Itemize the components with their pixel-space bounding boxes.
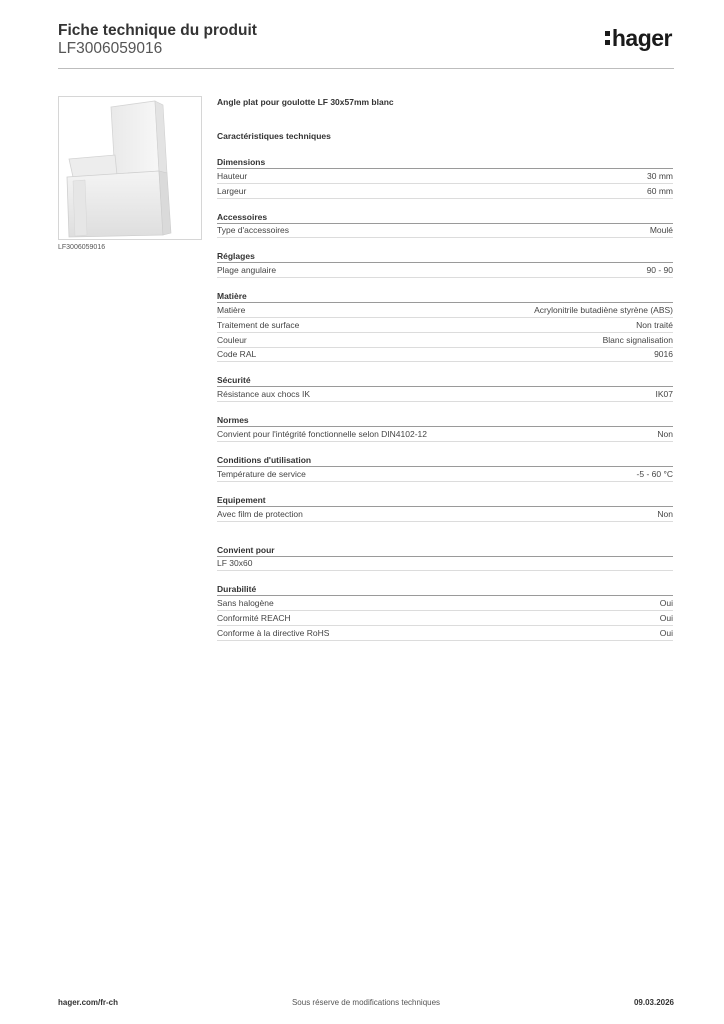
spec-row xyxy=(217,611,673,626)
document-title: Fiche technique du produit xyxy=(58,22,257,39)
spec-value: 90 - 90 xyxy=(646,265,673,276)
spec-label: Avec film de protection xyxy=(217,508,303,519)
spec-section xyxy=(217,583,673,640)
spec-value: Oui xyxy=(659,627,673,638)
spec-value: Moulé xyxy=(649,225,673,236)
spec-section xyxy=(217,250,673,278)
section-title: Sécurité xyxy=(217,374,673,387)
spec-label: Type d'accessoires xyxy=(217,225,290,236)
spec-label: Conformité REACH xyxy=(217,613,291,624)
spec-label: Code RAL xyxy=(217,349,257,360)
spec-row xyxy=(217,333,673,348)
spec-row xyxy=(217,224,673,239)
section-title: Convient pour xyxy=(217,544,673,557)
spec-label: Largeur xyxy=(217,185,247,196)
spec-row xyxy=(217,596,673,611)
image-caption: LF3006059016 xyxy=(58,244,106,251)
spec-row xyxy=(217,507,673,522)
spec-row xyxy=(217,626,673,641)
logo-dots-icon xyxy=(605,31,610,45)
spec-label: Matière xyxy=(217,305,246,316)
spec-row xyxy=(217,318,673,333)
footer-disclaimer: Sous réserve de modifications techniques xyxy=(291,998,441,1007)
spec-label: Conforme à la directive RoHS xyxy=(217,627,330,638)
spec-value: IK07 xyxy=(655,389,673,400)
spec-value: 9016 xyxy=(654,349,673,360)
section-title: Matière xyxy=(217,290,673,303)
spec-row xyxy=(217,427,673,442)
spec-label: Sans halogène xyxy=(217,598,274,609)
document-header xyxy=(58,22,674,69)
spec-label: Traitement de surface xyxy=(217,319,300,330)
spec-label: Température de service xyxy=(217,468,306,479)
section-title: Conditions d'utilisation xyxy=(217,454,673,467)
spec-label: Convient pour l'intégrité fonctionnelle selon DIN4102-12 xyxy=(217,429,428,440)
spec-value: -5 - 60 °C xyxy=(636,468,673,479)
spec-section xyxy=(217,544,673,572)
spec-label: Résistance aux chocs IK xyxy=(217,389,311,400)
section-title: Equipement xyxy=(217,494,673,507)
product-photo-flat-angle-icon xyxy=(59,97,201,239)
spec-label: Couleur xyxy=(217,334,247,345)
spec-label: Hauteur xyxy=(217,170,248,181)
spec-sections xyxy=(217,156,673,641)
spec-section xyxy=(217,156,673,199)
technical-characteristics-heading: Caractéristiques techniques xyxy=(217,131,331,141)
spec-value: 60 mm xyxy=(647,185,673,196)
spec-row xyxy=(217,169,673,184)
section-title: Durabilité xyxy=(217,583,673,596)
spec-value: Non xyxy=(657,508,673,519)
footer-website: hager.com/fr-ch xyxy=(58,998,119,1007)
spec-section xyxy=(217,290,673,362)
spec-value: Blanc signalisation xyxy=(602,334,673,345)
product-reference: LF3006059016 xyxy=(58,40,163,57)
spec-value: 30 mm xyxy=(647,170,673,181)
spec-row xyxy=(217,557,673,572)
footer-date: 09.03.2026 xyxy=(633,998,674,1007)
logo-text: hager xyxy=(611,25,672,51)
section-title: Accessoires xyxy=(217,211,673,224)
spec-row xyxy=(217,303,673,318)
product-name: Angle plat pour goulotte LF 30x57mm blanc xyxy=(217,97,394,107)
hager-logo xyxy=(605,26,672,50)
spec-row xyxy=(217,387,673,402)
spec-value: Acrylonitrile butadiène styrène (ABS) xyxy=(534,305,673,316)
section-title: Réglages xyxy=(217,250,673,263)
spec-section xyxy=(217,494,673,522)
spec-value: Oui xyxy=(659,613,673,624)
spec-row xyxy=(217,467,673,482)
spec-value: Non traité xyxy=(636,319,673,330)
spec-section xyxy=(217,211,673,239)
product-image xyxy=(58,96,202,240)
spec-row xyxy=(217,348,673,363)
spec-row xyxy=(217,184,673,199)
technical-content xyxy=(217,96,673,641)
spec-label: LF 30x60 xyxy=(217,558,253,569)
spec-label: Plage angulaire xyxy=(217,265,277,276)
spec-value: Non xyxy=(657,429,673,440)
spec-value: Oui xyxy=(659,598,673,609)
section-title: Dimensions xyxy=(217,156,673,169)
spec-row xyxy=(217,263,673,278)
spec-section xyxy=(217,454,673,482)
section-title: Normes xyxy=(217,414,673,427)
spec-section xyxy=(217,374,673,402)
spec-section xyxy=(217,414,673,442)
